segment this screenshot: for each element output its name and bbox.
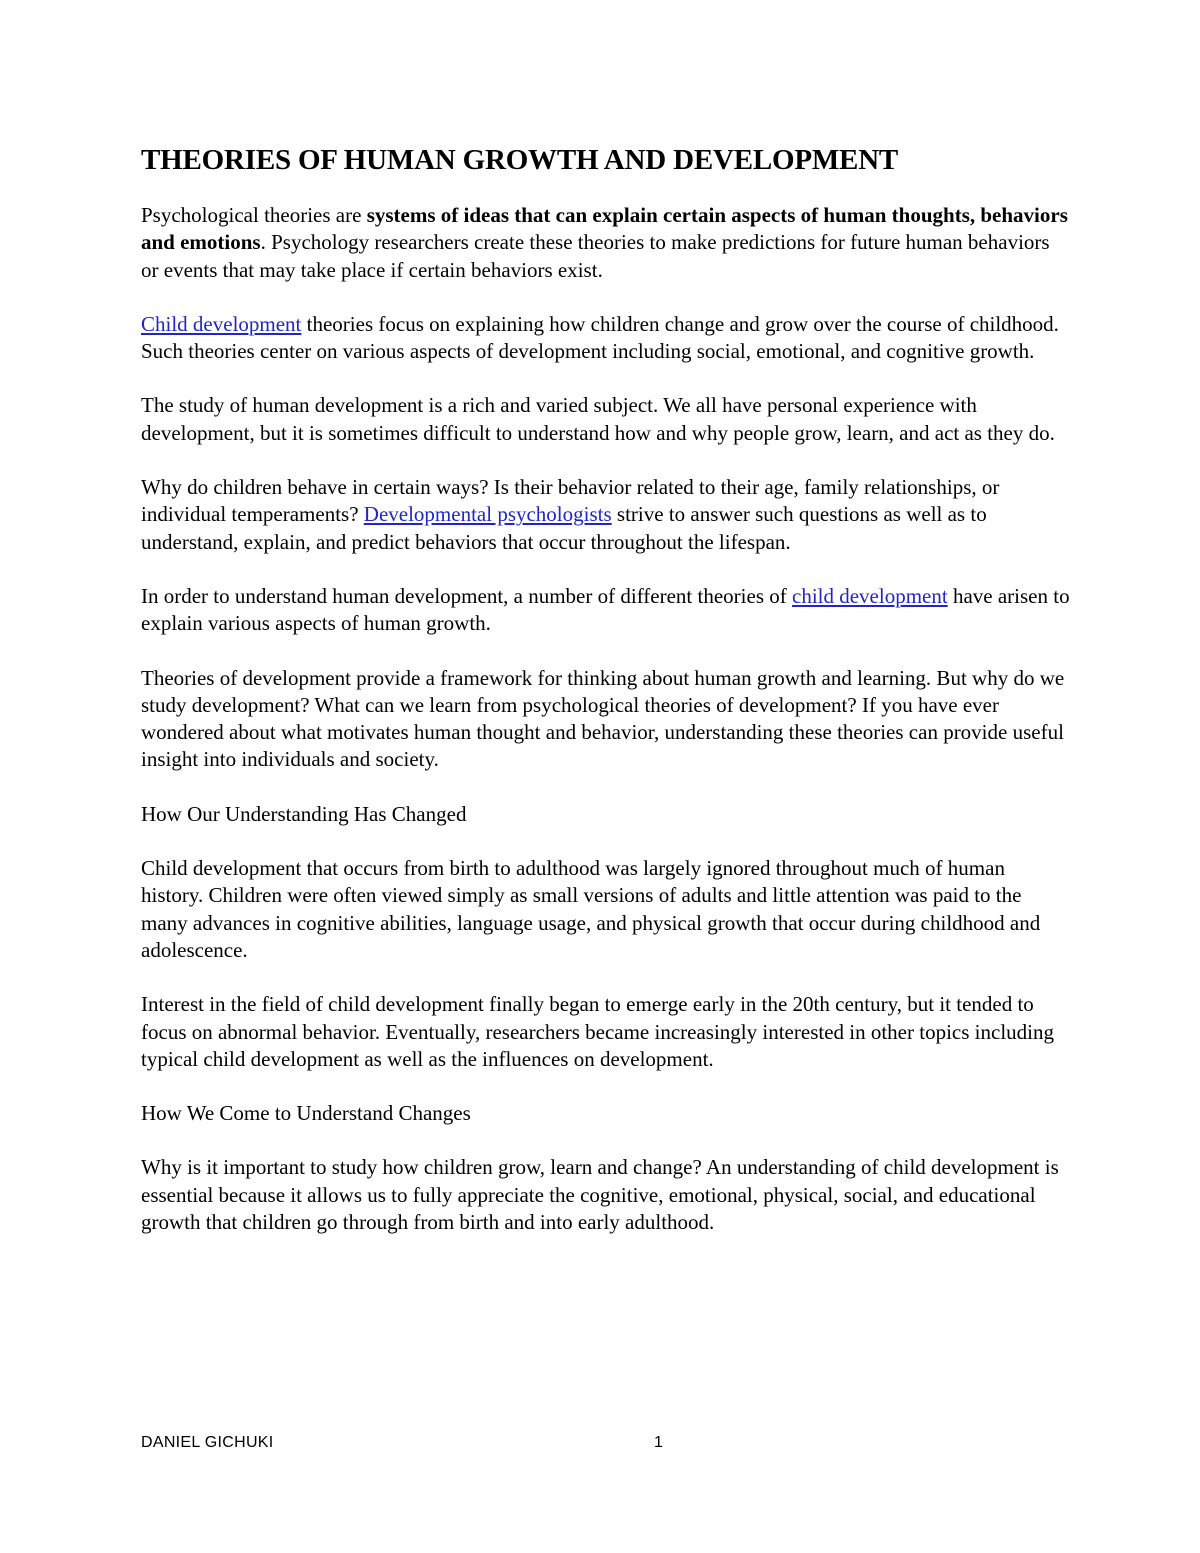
paragraph-text: . Psychology researchers create these theories to make predictions for future human behaviors or events that may take place if certain behaviors exist. [141,230,1050,282]
document-title: THEORIES OF HUMAN GROWTH AND DEVELOPMENT [141,144,899,176]
paragraph-framework: Theories of development provide a framework for thinking about human growth and learning. But why do we study development? What can we learn from psychological theories of development? If you have ever wondered about what motivates human thought and behavior, understanding these theories can provide useful insight into individuals and society. [141,665,1065,772]
paragraph-history: Child development that occurs from birth to adulthood was largely ignored throughout much of human history. Children were often viewed simply as small versions of adults and little attention was paid to the many advances in cognitive abilities, language usage, and physical growth that occur during childhood and adolescence. [141,856,1041,962]
paragraph-text: Why do children behave in certain ways? Is their behavior related to their age, family relationships, or individual temperaments? [141,475,1000,527]
footer-page-number: 1 [654,1434,663,1451]
section-heading-understanding-changed: How Our Understanding Has Changed [141,801,467,826]
paragraph-text: strive to answer such questions as well as to understand, explain, and predict behaviors that occur throughout the lifespan. [141,502,987,554]
paragraph-theories-arisen [141,583,1071,638]
child-development-link[interactable]: Child development [141,311,302,336]
paragraph-study-of-development: The study of human development is a rich and varied subject. We all have personal experience with development, but it is sometimes difficult to understand how and why people grow, learn, and act as they do. [141,393,1055,445]
document-body [141,140,1071,1263]
child-development-theories-link[interactable]: child development [792,583,948,608]
developmental-psychologists-link[interactable]: Developmental psychologists [363,502,612,527]
paragraph-why-children-behave [141,474,1071,556]
paragraph-text: Psychological theories are [141,203,367,227]
paragraph-text: In order to understand human development, a number of different theories of [141,583,792,608]
section-heading-understand-changes: How We Come to Understand Changes [141,1101,471,1126]
paragraph-why-important: Why is it important to study how children grow, learn and change? An understanding of child development is essential because it allows us to fully appreciate the cognitive, emotional, physical, social, and educational growth that children go through from birth and into early adulthood. [141,1155,1059,1235]
bold-definition: systems of ideas that can explain certain aspects of human thoughts, behaviors and emotions [141,203,1068,255]
paragraph-text: theories focus on explaining how children change and grow over the course of childhood. Such theories center on various aspects of development including social, emotional, and cognitive growth. [141,311,1059,364]
footer-author: DANIEL GICHUKI [141,1434,274,1451]
paragraph-psychological-theories [141,202,1071,284]
paragraph-text: have arisen to explain various aspects of human growth. [141,583,1070,636]
paragraph-20th-century: Interest in the field of child development finally began to emerge early in the 20th century, but it tended to focus on abnormal behavior. Eventually, researchers became increasingly interested in other topics including typical child development as well as the influences on development. [141,992,1054,1071]
paragraph-child-development [141,311,1071,366]
